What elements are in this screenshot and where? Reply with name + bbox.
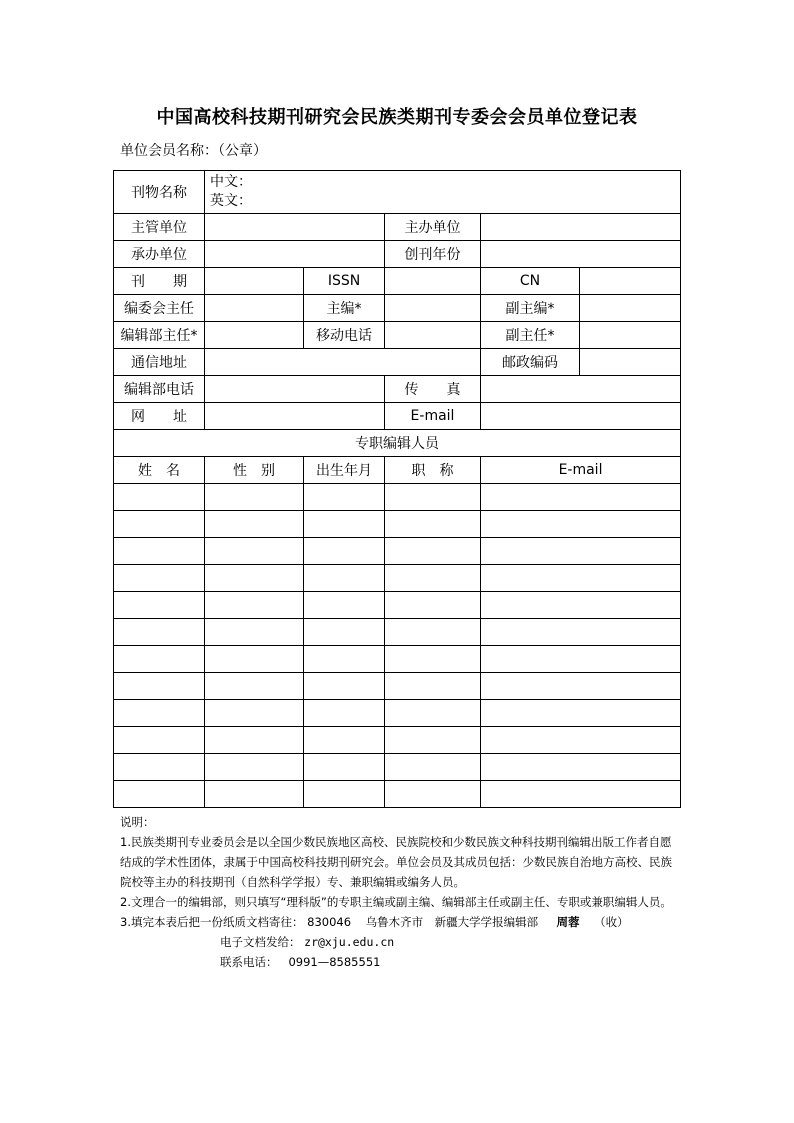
founding-year-field[interactable] — [481, 241, 681, 268]
postcode-field[interactable] — [580, 349, 681, 376]
staff-gender-cell[interactable] — [205, 673, 304, 700]
staff-row — [114, 511, 681, 538]
staff-row — [114, 727, 681, 754]
notes-section — [120, 812, 680, 972]
board-chair-field[interactable] — [205, 295, 304, 322]
staff-email-cell[interactable] — [481, 700, 681, 727]
staff-title-cell[interactable] — [385, 538, 481, 565]
staff-email-cell[interactable] — [481, 484, 681, 511]
staff-title-cell[interactable] — [385, 646, 481, 673]
staff-title-cell[interactable] — [385, 619, 481, 646]
staff-gender-cell[interactable] — [205, 565, 304, 592]
staff-birth-cell[interactable] — [304, 727, 385, 754]
staff-name-cell[interactable] — [114, 538, 205, 565]
cn-field[interactable] — [580, 268, 681, 295]
staff-gender-cell[interactable] — [205, 646, 304, 673]
deputy-editor-field[interactable] — [580, 295, 681, 322]
staff-birth-cell[interactable] — [304, 592, 385, 619]
email-label: E-mail — [385, 403, 481, 430]
dept-phone-field[interactable] — [205, 376, 385, 403]
staff-row — [114, 619, 681, 646]
deputy-director-label: 副主任* — [481, 322, 580, 349]
staff-name-cell[interactable] — [114, 511, 205, 538]
english-name-label: 英文： — [210, 193, 252, 209]
staff-email-cell[interactable] — [481, 727, 681, 754]
unit-member-name-label: 单位会员名称：（公章） — [120, 143, 267, 159]
staff-name-cell[interactable] — [114, 781, 205, 808]
editor-in-chief-label: 主编* — [304, 295, 385, 322]
supervisor-field[interactable] — [205, 214, 385, 241]
frequency-field[interactable] — [205, 268, 304, 295]
staff-header-title: 职 称 — [385, 457, 481, 484]
note-item-1: 1.民族类期刊专业委员会是以全国少数民族地区高校、民族院校和少数民族文种科技期刊编辑出版工作者自愿结成的学术性团体，隶属于中国高校科技期刊研究会。单位会员及其成员包括：少数民族自治地方高校、民族院校等主办的科技期刊（自然科学学报）专、兼职编辑或编务人员。 — [120, 835, 672, 889]
contact-phone: 0991—8585551 — [288, 955, 381, 969]
staff-email-cell[interactable] — [481, 511, 681, 538]
fax-field[interactable] — [481, 376, 681, 403]
staff-header-gender: 性 别 — [205, 457, 304, 484]
staff-birth-cell[interactable] — [304, 484, 385, 511]
notes-heading: 说明： — [120, 815, 155, 829]
website-label: 网 址 — [114, 403, 205, 430]
staff-gender-cell[interactable] — [205, 619, 304, 646]
mail-address: 乌鲁木齐市 新疆大学学报编辑部 — [365, 915, 539, 929]
staff-row — [114, 565, 681, 592]
staff-name-cell[interactable] — [114, 592, 205, 619]
staff-birth-cell[interactable] — [304, 700, 385, 727]
staff-birth-cell[interactable] — [304, 619, 385, 646]
deputy-director-field[interactable] — [580, 322, 681, 349]
dept-director-label: 编辑部主任* — [114, 322, 205, 349]
email-send-label: 电子文档发给： — [220, 935, 301, 949]
staff-birth-cell[interactable] — [304, 754, 385, 781]
fax-label: 传 真 — [385, 376, 481, 403]
staff-email-cell[interactable] — [481, 592, 681, 619]
mobile-label: 移动电话 — [304, 322, 385, 349]
staff-gender-cell[interactable] — [205, 700, 304, 727]
staff-gender-cell[interactable] — [205, 511, 304, 538]
staff-gender-cell[interactable] — [205, 592, 304, 619]
website-field[interactable] — [205, 403, 385, 430]
staff-header-name: 姓 名 — [114, 457, 205, 484]
sponsor-label: 主办单位 — [385, 214, 481, 241]
organizer-field[interactable] — [205, 241, 385, 268]
editor-in-chief-field[interactable] — [385, 295, 481, 322]
staff-name-cell[interactable] — [114, 673, 205, 700]
dept-director-field[interactable] — [205, 322, 304, 349]
staff-name-cell[interactable] — [114, 619, 205, 646]
staff-row — [114, 673, 681, 700]
staff-gender-cell[interactable] — [205, 727, 304, 754]
staff-email-cell[interactable] — [481, 646, 681, 673]
staff-gender-cell[interactable] — [205, 754, 304, 781]
staff-title-cell[interactable] — [385, 754, 481, 781]
postcode-label: 邮政编码 — [481, 349, 580, 376]
staff-title-cell[interactable] — [385, 592, 481, 619]
organizer-label: 承办单位 — [114, 241, 205, 268]
address-field[interactable] — [205, 349, 481, 376]
frequency-label: 刊 期 — [114, 268, 205, 295]
email-line — [120, 932, 680, 952]
staff-title-cell[interactable] — [385, 673, 481, 700]
staff-title-cell[interactable] — [385, 700, 481, 727]
staff-name-cell[interactable] — [114, 700, 205, 727]
staff-row — [114, 592, 681, 619]
staff-email-cell[interactable] — [481, 565, 681, 592]
staff-row — [114, 538, 681, 565]
phone-line — [120, 952, 680, 972]
supervisor-label: 主管单位 — [114, 214, 205, 241]
staff-row — [114, 484, 681, 511]
chinese-name-label: 中文： — [210, 174, 252, 190]
staff-section-heading: 专职编辑人员 — [114, 430, 681, 457]
mail-suffix: （收） — [594, 915, 629, 929]
staff-row — [114, 646, 681, 673]
staff-title-cell[interactable] — [385, 484, 481, 511]
staff-header-email: E-mail — [481, 457, 681, 484]
staff-email-cell[interactable] — [481, 781, 681, 808]
staff-header-birth: 出生年月 — [304, 457, 385, 484]
journal-name-label: 刊物名称 — [114, 171, 205, 214]
staff-name-cell[interactable] — [114, 754, 205, 781]
journal-name-field[interactable] — [205, 171, 681, 214]
note-item-3 — [120, 912, 680, 932]
staff-name-cell[interactable] — [114, 646, 205, 673]
staff-birth-cell[interactable] — [304, 781, 385, 808]
staff-row — [114, 754, 681, 781]
staff-title-cell[interactable] — [385, 727, 481, 754]
note-item-2: 2.文理合一的编辑部，则只填写“理科版”的专职主编或副主编、编辑部主任或副主任、专职或兼职编辑人员。 — [120, 895, 672, 909]
staff-rows — [114, 484, 681, 808]
deputy-editor-label: 副主编* — [481, 295, 580, 322]
issn-label: ISSN — [304, 268, 385, 295]
mail-postcode: 830046 — [307, 915, 352, 929]
staff-birth-cell[interactable] — [304, 565, 385, 592]
staff-birth-cell[interactable] — [304, 673, 385, 700]
staff-birth-cell[interactable] — [304, 646, 385, 673]
staff-row — [114, 781, 681, 808]
staff-row — [114, 700, 681, 727]
note-item-3-prefix: 3.填完本表后把一份纸质文档寄往： — [120, 915, 304, 929]
staff-title-cell[interactable] — [385, 781, 481, 808]
staff-birth-cell[interactable] — [304, 538, 385, 565]
staff-gender-cell[interactable] — [205, 484, 304, 511]
founding-year-label: 创刊年份 — [385, 241, 481, 268]
issn-field[interactable] — [385, 268, 481, 295]
staff-email-cell[interactable] — [481, 619, 681, 646]
staff-email-cell[interactable] — [481, 673, 681, 700]
mail-recipient: 周蓉 — [556, 915, 580, 929]
staff-email-cell[interactable] — [481, 754, 681, 781]
staff-title-cell[interactable] — [385, 511, 481, 538]
address-label: 通信地址 — [114, 349, 205, 376]
mobile-field[interactable] — [385, 322, 481, 349]
sponsor-field[interactable] — [481, 214, 681, 241]
staff-gender-cell[interactable] — [205, 538, 304, 565]
staff-name-cell[interactable] — [114, 565, 205, 592]
staff-gender-cell[interactable] — [205, 781, 304, 808]
dept-phone-label: 编辑部电话 — [114, 376, 205, 403]
contact-phone-label: 联系电话： — [220, 955, 278, 969]
staff-birth-cell[interactable] — [304, 511, 385, 538]
board-chair-label: 编委会主任 — [114, 295, 205, 322]
staff-name-cell[interactable] — [114, 484, 205, 511]
staff-title-cell[interactable] — [385, 565, 481, 592]
registration-table — [113, 170, 681, 808]
staff-email-cell[interactable] — [481, 538, 681, 565]
form-title: 中国高校科技期刊研究会民族类期刊专委会会员单位登记表 — [156, 107, 638, 128]
email-field[interactable] — [481, 403, 681, 430]
cn-label: CN — [481, 268, 580, 295]
contact-email: zr@xju.edu.cn — [304, 935, 395, 949]
staff-name-cell[interactable] — [114, 727, 205, 754]
